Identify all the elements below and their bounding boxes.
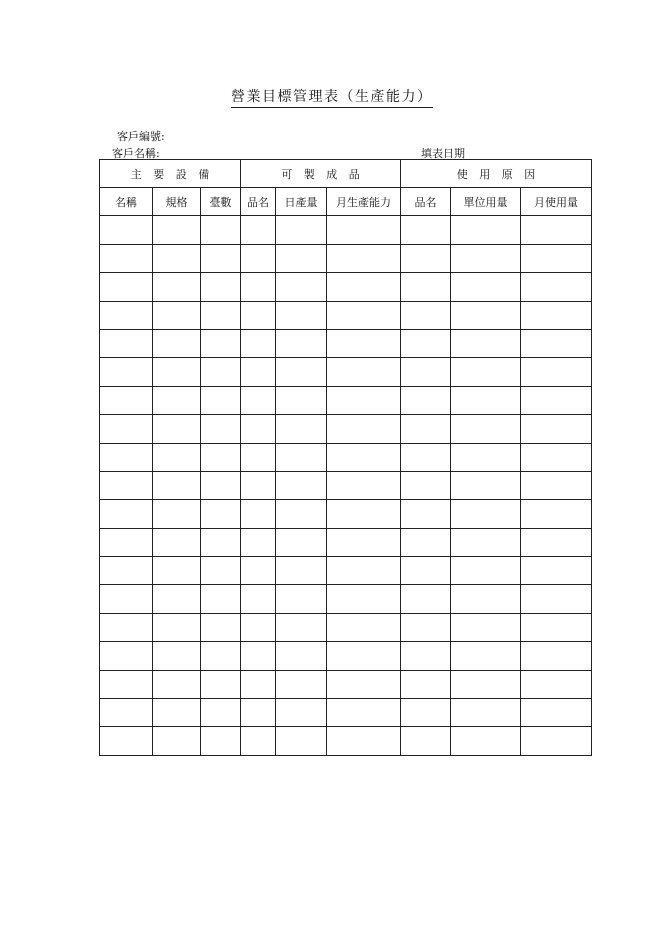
cell-spec[interactable]: [153, 585, 201, 613]
col-header-name: 名稱: [100, 188, 153, 216]
cell-spec[interactable]: [153, 528, 201, 556]
cell-material-name[interactable]: [401, 642, 451, 670]
table-row: [100, 301, 592, 329]
cell-daily-output[interactable]: [276, 273, 327, 301]
column-header-row: [100, 188, 592, 216]
col-header-monthly-usage: 月使用量: [521, 188, 592, 216]
cell-name[interactable]: [100, 585, 153, 613]
group-main-equipment: 主 要 設 備: [100, 160, 241, 188]
cell-unit-usage[interactable]: [451, 642, 521, 670]
cell-monthly-capacity[interactable]: [327, 273, 401, 301]
cell-unit-count[interactable]: [201, 585, 241, 613]
cell-unit-count[interactable]: [201, 500, 241, 528]
cell-product-name[interactable]: [241, 244, 276, 272]
cell-product-name[interactable]: [241, 613, 276, 641]
cell-unit-usage[interactable]: [451, 727, 521, 755]
cell-unit-count[interactable]: [201, 301, 241, 329]
cell-unit-usage[interactable]: [451, 358, 521, 386]
cell-product-name[interactable]: [241, 500, 276, 528]
cell-monthly-capacity[interactable]: [327, 443, 401, 471]
cell-monthly-capacity[interactable]: [327, 471, 401, 499]
cell-monthly-capacity[interactable]: [327, 358, 401, 386]
table-row: [100, 386, 592, 414]
cell-unit-usage[interactable]: [451, 386, 521, 414]
cell-name[interactable]: [100, 670, 153, 698]
cell-material-name[interactable]: [401, 557, 451, 585]
cell-material-name[interactable]: [401, 727, 451, 755]
cell-monthly-usage[interactable]: [521, 500, 592, 528]
cell-daily-output[interactable]: [276, 329, 327, 357]
cell-product-name[interactable]: [241, 301, 276, 329]
table-row: [100, 670, 592, 698]
cell-name[interactable]: [100, 642, 153, 670]
cell-monthly-capacity[interactable]: [327, 670, 401, 698]
cell-monthly-capacity[interactable]: [327, 613, 401, 641]
cell-unit-count[interactable]: [201, 699, 241, 727]
cell-product-name[interactable]: [241, 358, 276, 386]
table-row: [100, 244, 592, 272]
cell-product-name[interactable]: [241, 443, 276, 471]
cell-monthly-usage[interactable]: [521, 585, 592, 613]
cell-monthly-usage[interactable]: [521, 244, 592, 272]
cell-name[interactable]: [100, 329, 153, 357]
cell-spec[interactable]: [153, 358, 201, 386]
cell-monthly-capacity[interactable]: [327, 528, 401, 556]
cell-daily-output[interactable]: [276, 670, 327, 698]
cell-material-name[interactable]: [401, 301, 451, 329]
cell-daily-output[interactable]: [276, 642, 327, 670]
cell-product-name[interactable]: [241, 670, 276, 698]
cell-material-name[interactable]: [401, 670, 451, 698]
cell-material-name[interactable]: [401, 358, 451, 386]
cell-unit-count[interactable]: [201, 557, 241, 585]
cell-spec[interactable]: [153, 471, 201, 499]
cell-monthly-usage[interactable]: [521, 699, 592, 727]
cell-product-name[interactable]: [241, 727, 276, 755]
cell-material-name[interactable]: [401, 329, 451, 357]
cell-unit-usage[interactable]: [451, 585, 521, 613]
col-header-daily-output: 日產量: [276, 188, 327, 216]
cell-product-name[interactable]: [241, 642, 276, 670]
cell-product-name[interactable]: [241, 216, 276, 244]
table-row: [100, 528, 592, 556]
cell-monthly-capacity[interactable]: [327, 329, 401, 357]
cell-unit-count[interactable]: [201, 415, 241, 443]
cell-spec[interactable]: [153, 329, 201, 357]
cell-material-name[interactable]: [401, 216, 451, 244]
cell-product-name[interactable]: [241, 585, 276, 613]
cell-product-name[interactable]: [241, 557, 276, 585]
cell-unit-count[interactable]: [201, 670, 241, 698]
cell-spec[interactable]: [153, 301, 201, 329]
cell-spec[interactable]: [153, 642, 201, 670]
cell-name[interactable]: [100, 301, 153, 329]
cell-unit-usage[interactable]: [451, 528, 521, 556]
cell-spec[interactable]: [153, 699, 201, 727]
cell-monthly-usage[interactable]: [521, 727, 592, 755]
col-header-monthly-capacity: 月生產能力: [327, 188, 401, 216]
cell-daily-output[interactable]: [276, 358, 327, 386]
cell-unit-usage[interactable]: [451, 557, 521, 585]
cell-unit-count[interactable]: [201, 216, 241, 244]
cell-monthly-capacity[interactable]: [327, 699, 401, 727]
cell-monthly-usage[interactable]: [521, 557, 592, 585]
table-row: [100, 358, 592, 386]
cell-name[interactable]: [100, 471, 153, 499]
cell-monthly-usage[interactable]: [521, 471, 592, 499]
cell-monthly-usage[interactable]: [521, 443, 592, 471]
table-row: [100, 329, 592, 357]
cell-spec[interactable]: [153, 273, 201, 301]
cell-name[interactable]: [100, 358, 153, 386]
cell-spec[interactable]: [153, 244, 201, 272]
cell-name[interactable]: [100, 528, 153, 556]
cell-unit-usage[interactable]: [451, 443, 521, 471]
cell-name[interactable]: [100, 244, 153, 272]
cell-unit-count[interactable]: [201, 528, 241, 556]
col-header-spec: 規格: [153, 188, 201, 216]
cell-name[interactable]: [100, 273, 153, 301]
cell-monthly-usage[interactable]: [521, 216, 592, 244]
cell-unit-usage[interactable]: [451, 216, 521, 244]
cell-daily-output[interactable]: [276, 443, 327, 471]
table-row: [100, 471, 592, 499]
fill-date-label: 填表日期: [421, 147, 465, 160]
group-header-row: [100, 160, 592, 188]
group-materials-used: 使 用 原 因: [401, 160, 592, 188]
cell-daily-output[interactable]: [276, 301, 327, 329]
table-row: [100, 273, 592, 301]
cell-unit-count[interactable]: [201, 386, 241, 414]
group-producible-products: 可 製 成 品: [241, 160, 401, 188]
cell-daily-output[interactable]: [276, 528, 327, 556]
cell-spec[interactable]: [153, 443, 201, 471]
cell-unit-usage[interactable]: [451, 500, 521, 528]
cell-monthly-capacity[interactable]: [327, 642, 401, 670]
cell-material-name[interactable]: [401, 699, 451, 727]
cell-daily-output[interactable]: [276, 500, 327, 528]
cell-daily-output[interactable]: [276, 557, 327, 585]
capacity-table: [99, 159, 592, 756]
cell-spec[interactable]: [153, 415, 201, 443]
table-row: [100, 585, 592, 613]
cell-product-name[interactable]: [241, 329, 276, 357]
cell-material-name[interactable]: [401, 386, 451, 414]
table-row: [100, 500, 592, 528]
cell-monthly-usage[interactable]: [521, 329, 592, 357]
cell-product-name[interactable]: [241, 273, 276, 301]
table-row: [100, 557, 592, 585]
cell-material-name[interactable]: [401, 244, 451, 272]
table-row: [100, 216, 592, 244]
cell-unit-count[interactable]: [201, 329, 241, 357]
table-row: [100, 642, 592, 670]
cell-daily-output[interactable]: [276, 585, 327, 613]
cell-unit-usage[interactable]: [451, 670, 521, 698]
page-title: 營業目標管理表（生產能力）: [231, 86, 433, 108]
cell-unit-usage[interactable]: [451, 273, 521, 301]
cell-spec[interactable]: [153, 613, 201, 641]
cell-name[interactable]: [100, 443, 153, 471]
cell-spec[interactable]: [153, 500, 201, 528]
cell-monthly-usage[interactable]: [521, 301, 592, 329]
cell-product-name[interactable]: [241, 471, 276, 499]
cell-material-name[interactable]: [401, 585, 451, 613]
cell-spec[interactable]: [153, 386, 201, 414]
cell-name[interactable]: [100, 386, 153, 414]
cell-unit-usage[interactable]: [451, 415, 521, 443]
cell-name[interactable]: [100, 613, 153, 641]
cell-material-name[interactable]: [401, 273, 451, 301]
cell-unit-usage[interactable]: [451, 301, 521, 329]
cell-unit-usage[interactable]: [451, 329, 521, 357]
cell-unit-count[interactable]: [201, 642, 241, 670]
cell-monthly-usage[interactable]: [521, 528, 592, 556]
cell-unit-usage[interactable]: [451, 471, 521, 499]
col-header-material-name: 品名: [401, 188, 451, 216]
cell-daily-output[interactable]: [276, 216, 327, 244]
cell-monthly-capacity[interactable]: [327, 415, 401, 443]
cell-name[interactable]: [100, 727, 153, 755]
cell-monthly-usage[interactable]: [521, 642, 592, 670]
cell-monthly-capacity[interactable]: [327, 557, 401, 585]
cell-daily-output[interactable]: [276, 244, 327, 272]
cell-monthly-capacity[interactable]: [327, 216, 401, 244]
cell-name[interactable]: [100, 216, 153, 244]
customer-code-label: 客戶編號:: [117, 130, 165, 143]
cell-product-name[interactable]: [241, 699, 276, 727]
cell-unit-usage[interactable]: [451, 244, 521, 272]
cell-name[interactable]: [100, 415, 153, 443]
cell-monthly-usage[interactable]: [521, 670, 592, 698]
cell-spec[interactable]: [153, 727, 201, 755]
cell-unit-count[interactable]: [201, 727, 241, 755]
cell-daily-output[interactable]: [276, 415, 327, 443]
cell-product-name[interactable]: [241, 415, 276, 443]
cell-spec[interactable]: [153, 216, 201, 244]
cell-daily-output[interactable]: [276, 471, 327, 499]
cell-unit-count[interactable]: [201, 443, 241, 471]
table-row: [100, 727, 592, 755]
cell-monthly-capacity[interactable]: [327, 585, 401, 613]
cell-unit-count[interactable]: [201, 613, 241, 641]
col-header-product-name: 品名: [241, 188, 276, 216]
cell-name[interactable]: [100, 699, 153, 727]
cell-monthly-capacity[interactable]: [327, 244, 401, 272]
cell-monthly-capacity[interactable]: [327, 386, 401, 414]
cell-daily-output[interactable]: [276, 386, 327, 414]
table-row: [100, 415, 592, 443]
cell-daily-output[interactable]: [276, 699, 327, 727]
cell-unit-count[interactable]: [201, 244, 241, 272]
table-row: [100, 613, 592, 641]
cell-daily-output[interactable]: [276, 727, 327, 755]
cell-monthly-capacity[interactable]: [327, 727, 401, 755]
cell-monthly-capacity[interactable]: [327, 301, 401, 329]
cell-daily-output[interactable]: [276, 613, 327, 641]
cell-product-name[interactable]: [241, 386, 276, 414]
cell-material-name[interactable]: [401, 528, 451, 556]
cell-unit-usage[interactable]: [451, 613, 521, 641]
cell-material-name[interactable]: [401, 500, 451, 528]
cell-monthly-usage[interactable]: [521, 386, 592, 414]
customer-name-label: 客戶名稱:: [112, 147, 160, 160]
cell-unit-count[interactable]: [201, 358, 241, 386]
cell-monthly-usage[interactable]: [521, 273, 592, 301]
col-header-unit-usage: 單位用量: [451, 188, 521, 216]
cell-unit-count[interactable]: [201, 471, 241, 499]
cell-material-name[interactable]: [401, 613, 451, 641]
cell-monthly-usage[interactable]: [521, 613, 592, 641]
cell-unit-usage[interactable]: [451, 699, 521, 727]
table-row: [100, 699, 592, 727]
cell-unit-count[interactable]: [201, 273, 241, 301]
cell-name[interactable]: [100, 557, 153, 585]
table-row: [100, 443, 592, 471]
cell-spec[interactable]: [153, 670, 201, 698]
cell-name[interactable]: [100, 500, 153, 528]
cell-material-name[interactable]: [401, 471, 451, 499]
cell-material-name[interactable]: [401, 415, 451, 443]
cell-monthly-usage[interactable]: [521, 358, 592, 386]
cell-monthly-capacity[interactable]: [327, 500, 401, 528]
cell-product-name[interactable]: [241, 528, 276, 556]
col-header-unit-count: 臺數: [201, 188, 241, 216]
cell-monthly-usage[interactable]: [521, 415, 592, 443]
cell-material-name[interactable]: [401, 443, 451, 471]
cell-spec[interactable]: [153, 557, 201, 585]
